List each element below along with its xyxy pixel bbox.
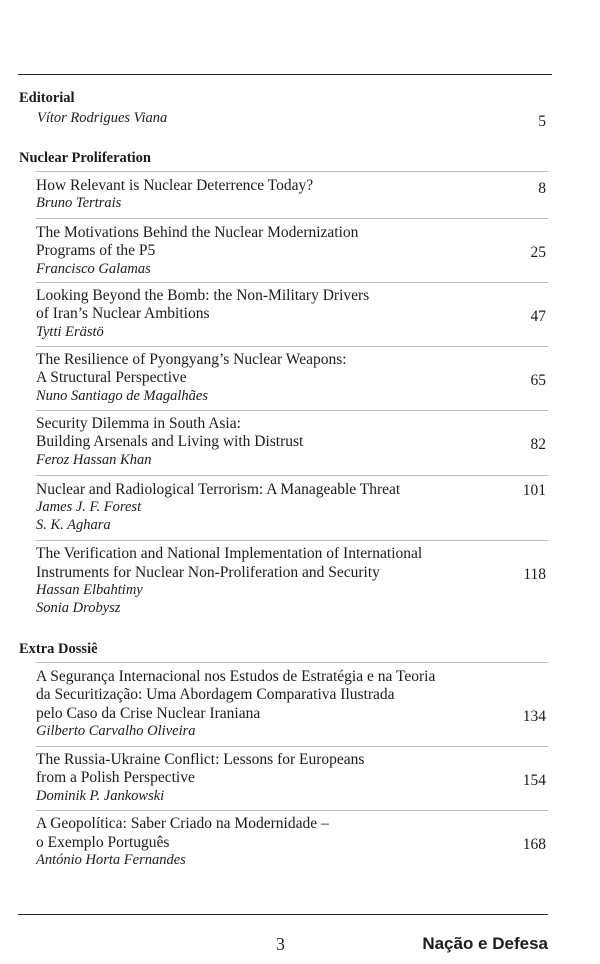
entry-author: Nuno Santiago de Magalhães bbox=[36, 388, 208, 404]
entry-title-line: A Geopolítica: Saber Criado na Modernidade – bbox=[36, 815, 329, 832]
entry-divider bbox=[36, 282, 548, 283]
entry-author: Gilberto Carvalho Oliveira bbox=[36, 723, 196, 739]
entry-page-number: 65 bbox=[530, 372, 546, 389]
entry-divider bbox=[36, 346, 548, 347]
top-rule bbox=[18, 74, 552, 75]
entry-title-line: of Iran’s Nuclear Ambitions bbox=[36, 305, 210, 322]
entry-divider bbox=[36, 475, 548, 476]
entry-divider bbox=[36, 662, 548, 663]
entry-title-line: Instruments for Nuclear Non-Proliferation and Security bbox=[36, 564, 380, 581]
entry-title-line: o Exemplo Português bbox=[36, 834, 170, 851]
entry-author: James J. F. Forest bbox=[36, 499, 142, 515]
entry-divider bbox=[36, 810, 548, 811]
entry-author: Francisco Galamas bbox=[36, 261, 151, 277]
entry-title-line: Security Dilemma in South Asia: bbox=[36, 415, 241, 432]
entry-title-line: A Structural Perspective bbox=[36, 369, 187, 386]
entry-title-line: The Resilience of Pyongyang’s Nuclear Weapons: bbox=[36, 351, 347, 368]
entry-page-number: 82 bbox=[530, 436, 546, 453]
entry-divider bbox=[36, 218, 548, 219]
entry-author: S. K. Aghara bbox=[36, 517, 111, 533]
entry-page-number: 118 bbox=[523, 566, 546, 583]
entry-divider bbox=[36, 540, 548, 541]
entry-title-line: from a Polish Perspective bbox=[36, 769, 195, 786]
entry-page-number: 154 bbox=[522, 772, 546, 789]
entry-title-line: The Verification and National Implementation of International bbox=[36, 545, 423, 562]
entry-page-number: 47 bbox=[530, 308, 546, 325]
entry-title-line: Building Arsenals and Living with Distrust bbox=[36, 433, 304, 450]
entry-title-line: Looking Beyond the Bomb: the Non-Military Drivers bbox=[36, 287, 370, 304]
entry-author: Vítor Rodrigues Viana bbox=[37, 110, 168, 126]
entry-page-number: 5 bbox=[538, 113, 546, 130]
entry-author: Tytti Erästö bbox=[36, 324, 104, 340]
entry-title-line: The Russia-Ukraine Conflict: Lessons for Europeans bbox=[36, 751, 365, 768]
footer-page-number: 3 bbox=[276, 934, 285, 954]
entry-title-line: pelo Caso da Crise Nuclear Iraniana bbox=[36, 705, 261, 722]
entry-author: Bruno Tertrais bbox=[36, 195, 122, 211]
entry-page-number: 134 bbox=[522, 708, 546, 725]
section-title-editorial: Editorial bbox=[19, 90, 75, 106]
entry-divider bbox=[36, 746, 548, 747]
entry-title-line: A Segurança Internacional nos Estudos de Estratégia e na Teoria bbox=[36, 668, 436, 685]
entry-page-number: 101 bbox=[522, 482, 546, 499]
entry-page-number: 25 bbox=[530, 244, 546, 261]
entry-title-line: da Securitização: Uma Abordagem Comparativa Ilustrada bbox=[36, 686, 395, 703]
entry-title-line: Programs of the P5 bbox=[36, 242, 156, 259]
entry-page-number: 168 bbox=[522, 836, 546, 853]
entry-author: Dominik P. Jankowski bbox=[36, 788, 165, 804]
section-title-nuclear-proliferation: Nuclear Proliferation bbox=[19, 150, 151, 166]
footer-journal-title: Nação e Defesa bbox=[422, 934, 548, 953]
section-title-extra-dossie: Extra Dossiê bbox=[19, 641, 98, 657]
entry-title-line: The Motivations Behind the Nuclear Modernization bbox=[36, 224, 359, 241]
entry-author: António Horta Fernandes bbox=[36, 852, 186, 868]
entry-author: Sonia Drobysz bbox=[36, 600, 121, 616]
entry-title-line: How Relevant is Nuclear Deterrence Today? bbox=[36, 177, 314, 194]
entry-divider bbox=[36, 171, 548, 172]
bottom-rule bbox=[18, 914, 548, 915]
entry-page-number: 8 bbox=[538, 180, 546, 197]
entry-author: Hassan Elbahtimy bbox=[36, 582, 143, 598]
entry-divider bbox=[36, 410, 548, 411]
entry-title-line: Nuclear and Radiological Terrorism: A Manageable Threat bbox=[36, 481, 401, 498]
entry-author: Feroz Hassan Khan bbox=[36, 452, 152, 468]
